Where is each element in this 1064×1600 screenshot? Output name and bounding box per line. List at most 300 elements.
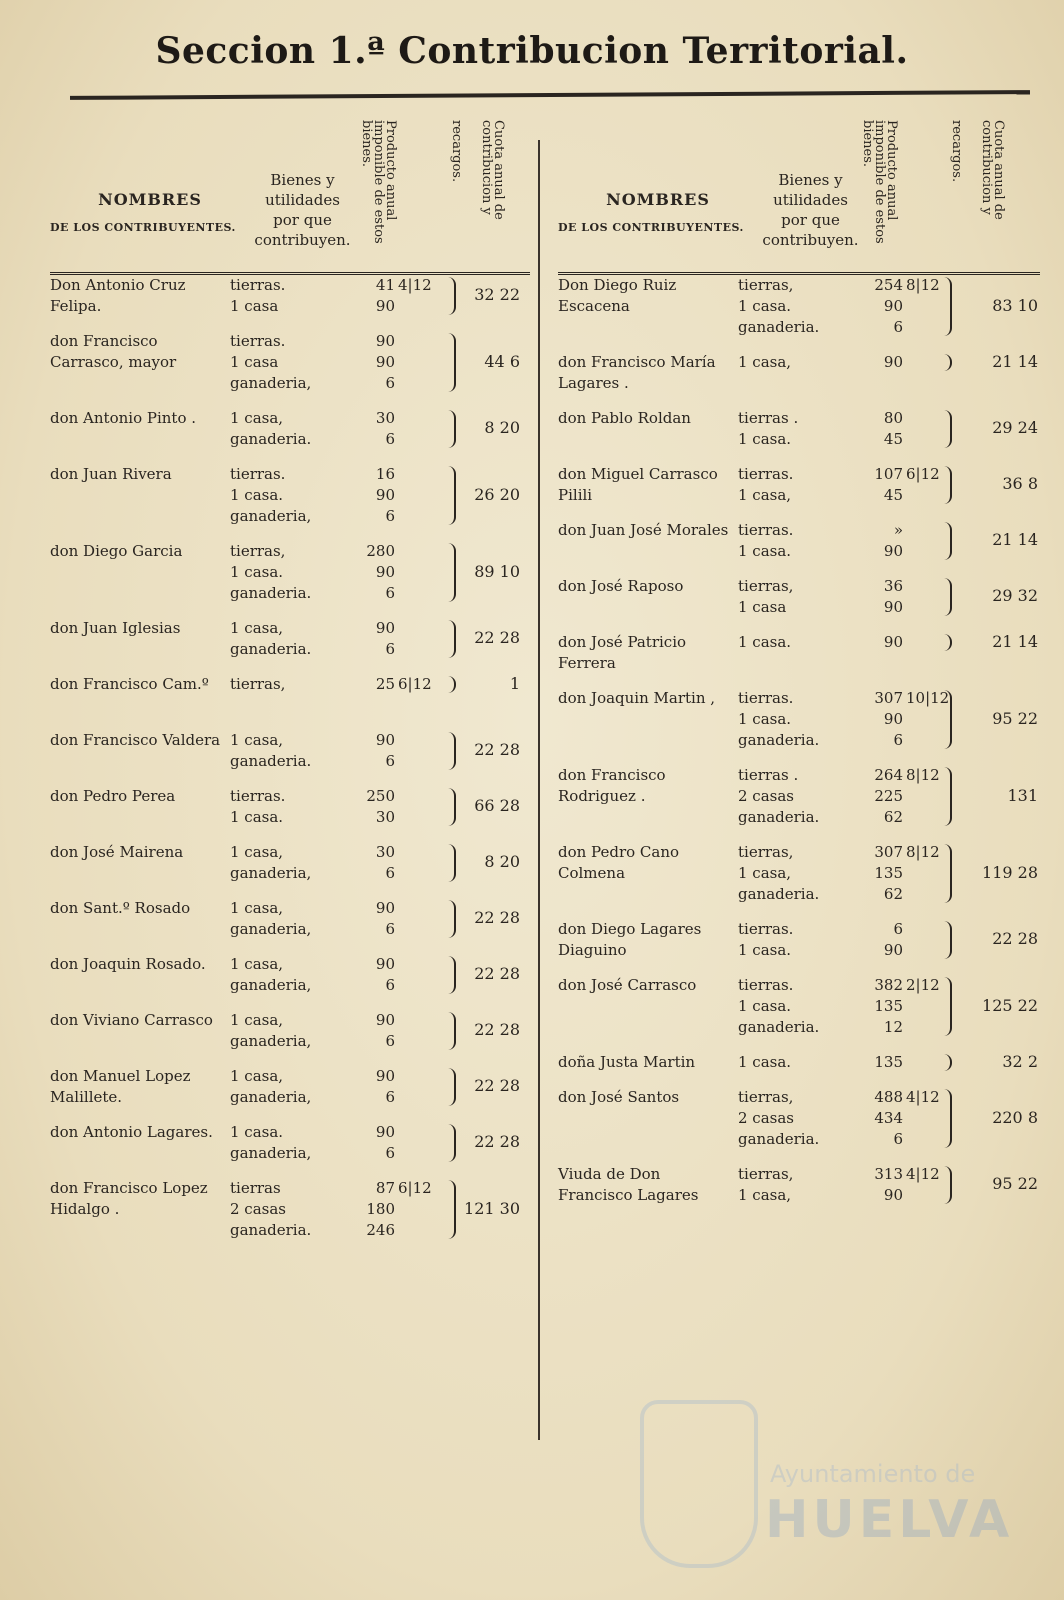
asset-type: ganaderia. [230, 584, 312, 602]
contributor-name: don Pedro Perea [50, 787, 176, 805]
table-row [558, 408, 1040, 450]
asset-product: 90 [883, 710, 903, 728]
contributor-name: don Pablo Roldan [558, 409, 691, 427]
header-names-subtitle: DE LOS CONTRIBUYENTES. [50, 221, 236, 234]
asset-product: 90 [883, 297, 903, 315]
asset-type: 1 casa, [230, 1067, 284, 1085]
asset-product: 434 [874, 1109, 903, 1127]
asset-type: ganaderia. [738, 1130, 820, 1148]
asset-surcharge: 6|12 [906, 465, 940, 483]
crest-icon [640, 1400, 758, 1568]
brace-icon [942, 410, 952, 448]
asset-product: 62 [883, 808, 903, 826]
asset-item [230, 1220, 530, 1241]
contributor-name: don José Raposo [558, 577, 684, 595]
table-row [50, 730, 530, 772]
annual-quota: 83 10 [992, 295, 1038, 315]
contributor-name: don José Mairena [50, 843, 184, 861]
table-row [50, 331, 530, 394]
asset-product: 488 [874, 1088, 903, 1106]
asset-item [738, 975, 1040, 996]
asset-type: ganaderia. [230, 640, 312, 658]
asset-type: ganaderia. [230, 1221, 312, 1239]
asset-product: 254 [874, 276, 903, 294]
brace-icon [446, 620, 456, 658]
header-producto: Producto anual imponible de estos bienes. [359, 120, 398, 244]
annual-quota: 131 [1007, 785, 1038, 805]
asset-type: 1 casa. [738, 997, 792, 1015]
contributor-name: Don Diego Ruiz Escacena [558, 276, 677, 315]
asset-product: 87 [375, 1179, 395, 1197]
asset-type: ganaderia, [230, 920, 312, 938]
asset-product: 90 [375, 297, 395, 315]
asset-item [738, 765, 1040, 786]
brace-icon [446, 956, 456, 994]
brace-icon [942, 977, 952, 1036]
contributor-name: don Antonio Lagares. [50, 1123, 213, 1141]
asset-item [230, 1178, 530, 1199]
watermark-line1: Ayuntamiento de [770, 1460, 976, 1488]
asset-product: 135 [874, 864, 903, 882]
asset-type: 1 casa. [738, 710, 792, 728]
asset-item [230, 464, 530, 485]
right-column [558, 110, 1040, 1220]
asset-product: 90 [375, 899, 395, 917]
asset-type: ganaderia, [230, 1144, 312, 1162]
table-row [50, 1122, 530, 1164]
brace-icon [942, 277, 952, 336]
asset-product: 90 [375, 1067, 395, 1085]
brace-icon [446, 1180, 456, 1239]
asset-type: 1 casa, [230, 843, 284, 861]
brace-icon [446, 1124, 456, 1162]
annual-quota: 95 22 [992, 708, 1038, 728]
contributor-name: don Juan Rivera [50, 465, 172, 483]
annual-quota: 44 6 [484, 351, 520, 371]
asset-product: 90 [883, 633, 903, 651]
header-rule [50, 272, 530, 273]
asset-product: 90 [375, 1123, 395, 1141]
asset-type: tierras. [738, 689, 794, 707]
table-row [558, 1052, 1040, 1073]
asset-product: 30 [375, 843, 395, 861]
asset-product: 6 [385, 976, 395, 994]
asset-surcharge: 8|12 [906, 843, 940, 861]
asset-product: 250 [366, 787, 395, 805]
asset-type: 1 casa [230, 353, 279, 371]
brace-icon [942, 844, 952, 903]
table-row [50, 408, 530, 450]
asset-type: ganaderia. [738, 1018, 820, 1036]
title-rule [70, 90, 1030, 100]
asset-product: 90 [375, 619, 395, 637]
annual-quota: 29 32 [992, 586, 1038, 605]
asset-type: tierras, [738, 577, 794, 595]
contributor-name: don Juan Iglesias [50, 619, 181, 637]
asset-item [230, 331, 530, 352]
asset-type: tierras, [738, 1088, 794, 1106]
page-title: Seccion 1.ª Contribucion Territorial. [155, 30, 909, 72]
table-row [558, 352, 1040, 394]
asset-item [738, 688, 1040, 709]
asset-product: 382 [874, 976, 903, 994]
asset-product: 6 [385, 864, 395, 882]
header-bienes: Bienes y utilidades por que contribuyen. [762, 171, 859, 249]
table-row [558, 576, 1040, 618]
contributor-name: don Francisco Carrasco, mayor [50, 332, 177, 371]
annual-quota: 22 28 [474, 1132, 520, 1151]
asset-product: 6 [385, 1144, 395, 1162]
brace-icon [446, 466, 456, 525]
header-names-title: NOMBRES [606, 190, 710, 209]
table-row [558, 919, 1040, 961]
asset-type: tierras. [230, 465, 286, 483]
contributor-name: Viuda de Don Francisco Lagares [558, 1165, 699, 1204]
asset-type: 1 casa. [230, 486, 284, 504]
asset-product: 6 [385, 1032, 395, 1050]
asset-type: ganaderia. [230, 752, 312, 770]
table-row [50, 674, 530, 716]
asset-product: 6 [385, 430, 395, 448]
asset-type: 1 casa [738, 598, 787, 616]
annual-quota: 21 14 [992, 351, 1038, 371]
left-table-header [50, 110, 530, 275]
asset-product: 90 [883, 598, 903, 616]
table-row [50, 464, 530, 527]
asset-product: 6 [893, 1130, 903, 1148]
asset-surcharge: 4|12 [398, 276, 432, 294]
annual-quota: 32 2 [1002, 1051, 1038, 1071]
asset-type: tierras, [738, 276, 794, 294]
table-row [558, 1164, 1040, 1206]
annual-quota: 95 22 [992, 1174, 1038, 1193]
contributor-name: don Francisco Valdera [50, 731, 221, 749]
table-row [50, 954, 530, 996]
contributor-name: don José Patricio Ferrera [558, 633, 687, 672]
asset-type: 1 casa, [230, 619, 284, 637]
asset-product: 90 [883, 353, 903, 371]
asset-type: ganaderia. [738, 808, 820, 826]
asset-type: tierras . [738, 766, 799, 784]
annual-quota: 220 8 [992, 1107, 1038, 1127]
asset-type: tierras. [738, 521, 794, 539]
asset-product: 90 [375, 486, 395, 504]
asset-type: 1 casa. [738, 1053, 792, 1071]
table-row [558, 520, 1040, 562]
annual-quota: 8 20 [484, 852, 520, 871]
asset-product: 264 [874, 766, 903, 784]
asset-product: 6 [893, 731, 903, 749]
brace-icon [446, 1068, 456, 1106]
asset-type: 1 casa. [738, 941, 792, 959]
asset-type: ganaderia. [738, 731, 820, 749]
asset-type: ganaderia, [230, 1032, 312, 1050]
asset-product: 45 [883, 486, 903, 504]
annual-quota: 121 30 [464, 1198, 520, 1218]
asset-type: 1 casa, [738, 353, 792, 371]
asset-product: 62 [883, 885, 903, 903]
annual-quota: 125 22 [982, 995, 1038, 1015]
brace-icon [446, 900, 456, 938]
asset-type: 1 casa. [738, 633, 792, 651]
watermark [640, 1400, 1020, 1580]
brace-icon [942, 466, 952, 504]
asset-item [738, 1017, 1040, 1038]
contributor-name: don José Carrasco [558, 976, 697, 994]
table-row [50, 541, 530, 604]
contributor-name: don Francisco Cam.º [50, 675, 209, 693]
brace-icon [446, 333, 456, 392]
brace-icon [446, 410, 456, 448]
right-rows [558, 275, 1040, 1206]
asset-item [738, 842, 1040, 863]
left-column [50, 110, 530, 1255]
asset-type: 2 casas [738, 1109, 794, 1127]
asset-item [738, 1087, 1040, 1108]
annual-quota: 22 28 [474, 964, 520, 983]
contributor-name: don Joaquin Martin , [558, 689, 716, 707]
asset-type: ganaderia, [230, 1088, 312, 1106]
asset-type: tierras [230, 1179, 281, 1197]
brace-icon [446, 788, 456, 826]
watermark-line2: HUELVA [765, 1490, 1014, 1550]
asset-type: 2 casas [738, 787, 794, 805]
asset-surcharge: 6|12 [398, 675, 432, 693]
asset-type: 1 casa. [230, 1123, 284, 1141]
contributor-name: don Manuel Lopez Malillete. [50, 1067, 191, 1106]
table-row [558, 765, 1040, 828]
annual-quota: 29 24 [992, 418, 1038, 437]
asset-product: 30 [375, 808, 395, 826]
asset-item [230, 583, 530, 604]
asset-product: 6 [893, 920, 903, 938]
table-row [50, 1066, 530, 1108]
asset-item [230, 373, 530, 394]
header-names-title: NOMBRES [98, 190, 202, 209]
annual-quota: 22 28 [474, 1076, 520, 1095]
asset-product: 6 [385, 374, 395, 392]
asset-product: 6 [385, 640, 395, 658]
table-row [50, 898, 530, 940]
asset-type: tierras. [230, 276, 286, 294]
asset-product: 90 [883, 542, 903, 560]
header-cuota: Cuota anual de contribucion y [979, 120, 1006, 220]
table-row [558, 464, 1040, 506]
annual-quota: 89 10 [474, 561, 520, 581]
brace-icon [942, 522, 952, 560]
asset-item [738, 275, 1040, 296]
asset-type: tierras, [230, 542, 286, 560]
asset-type: 1 casa, [230, 409, 284, 427]
asset-surcharge: 8|12 [906, 276, 940, 294]
brace-icon [446, 543, 456, 602]
asset-product: 12 [883, 1018, 903, 1036]
asset-item [738, 317, 1040, 338]
asset-type: ganaderia, [230, 976, 312, 994]
asset-item [738, 884, 1040, 905]
table-row [50, 786, 530, 828]
asset-product: 36 [883, 577, 903, 595]
contributor-name: don Diego Garcia [50, 542, 183, 560]
brace-icon [942, 767, 952, 826]
contributor-name: don Francisco Rodriguez . [558, 766, 666, 805]
right-table-header [558, 110, 1040, 275]
annual-quota: 21 14 [992, 530, 1038, 549]
asset-product: 307 [874, 843, 903, 861]
asset-surcharge: 10|12 [906, 689, 950, 707]
brace-icon [942, 690, 952, 749]
annual-quota: 8 20 [484, 418, 520, 437]
asset-product: 6 [385, 920, 395, 938]
asset-product: 6 [385, 507, 395, 525]
header-cuota: Cuota anual de contribucion y [479, 120, 506, 220]
asset-surcharge: 2|12 [906, 976, 940, 994]
asset-type: 1 casa, [738, 486, 792, 504]
asset-type: ganaderia, [230, 374, 312, 392]
contributor-name: don Miguel Carrasco Pilili [558, 465, 718, 504]
asset-type: tierras, [738, 843, 794, 861]
asset-product: 90 [375, 563, 395, 581]
table-row [558, 632, 1040, 674]
header-recargos: recargos. [449, 120, 464, 183]
asset-item [230, 541, 530, 562]
annual-quota: 119 28 [982, 862, 1038, 882]
asset-type: 1 casa, [230, 1011, 284, 1029]
asset-surcharge: 6|12 [398, 1179, 432, 1197]
contributor-name: don Sant.º Rosado [50, 899, 191, 917]
asset-surcharge: 4|12 [906, 1088, 940, 1106]
asset-product: 90 [883, 1186, 903, 1204]
contributor-name: don Antonio Pinto . [50, 409, 197, 427]
asset-type: 1 casa. [230, 808, 284, 826]
asset-type: 1 casa. [738, 542, 792, 560]
asset-product: 45 [883, 430, 903, 448]
contributor-name: don Viviano Carrasco [50, 1011, 213, 1029]
contributor-name: don Juan José Morales [558, 521, 729, 539]
asset-surcharge: 8|12 [906, 766, 940, 784]
asset-product: 107 [874, 465, 903, 483]
asset-type: ganaderia. [738, 885, 820, 903]
asset-type: tierras, [230, 675, 286, 693]
annual-quota: 22 28 [474, 1020, 520, 1039]
asset-item [230, 506, 530, 527]
asset-product: » [893, 521, 903, 539]
annual-quota: 26 20 [474, 484, 520, 504]
asset-item [738, 807, 1040, 828]
annual-quota: 21 14 [992, 631, 1038, 651]
asset-item [738, 730, 1040, 751]
annual-quota: 36 8 [1002, 474, 1038, 493]
asset-type: tierras. [230, 332, 286, 350]
header-rule [558, 272, 1040, 273]
asset-surcharge: 4|12 [906, 1165, 940, 1183]
asset-product: 246 [366, 1221, 395, 1239]
left-rows [50, 275, 530, 1241]
asset-product: 135 [874, 1053, 903, 1071]
asset-product: 90 [375, 731, 395, 749]
asset-type: ganaderia. [738, 318, 820, 336]
contributor-name: doña Justa Martin [558, 1053, 696, 1071]
asset-type: 1 casa, [230, 899, 284, 917]
asset-product: 80 [883, 409, 903, 427]
brace-icon [446, 1012, 456, 1050]
asset-type: tierras . [738, 409, 799, 427]
asset-type: tierras. [230, 787, 286, 805]
asset-product: 90 [375, 332, 395, 350]
contributor-name: Don Antonio Cruz Felipa. [50, 276, 186, 315]
contributor-name: don Francisco Lopez Hidalgo . [50, 1179, 208, 1218]
brace-icon [446, 277, 456, 315]
table-row [50, 842, 530, 884]
annual-quota: 22 28 [474, 908, 520, 927]
table-row [558, 975, 1040, 1038]
contributor-name: don José Santos [558, 1088, 680, 1106]
asset-product: 90 [375, 1011, 395, 1029]
asset-type: 1 casa. [230, 563, 284, 581]
asset-type: 1 casa, [738, 1186, 792, 1204]
asset-product: 30 [375, 409, 395, 427]
asset-product: 180 [366, 1200, 395, 1218]
asset-product: 41 [375, 276, 395, 294]
asset-product: 6 [385, 752, 395, 770]
header-names [558, 190, 758, 234]
asset-type: tierras. [738, 465, 794, 483]
annual-quota: 66 28 [474, 796, 520, 815]
header-names-subtitle: DE LOS CONTRIBUYENTES. [558, 221, 744, 234]
asset-type: 1 casa. [738, 430, 792, 448]
asset-product: 6 [385, 584, 395, 602]
brace-icon [446, 732, 456, 770]
asset-type: tierras. [738, 920, 794, 938]
contributor-name: don Pedro Cano Colmena [558, 843, 680, 882]
asset-product: 280 [366, 542, 395, 560]
asset-type: tierras, [738, 1165, 794, 1183]
brace-icon [942, 1166, 952, 1204]
brace-icon [942, 921, 952, 959]
asset-item [738, 1129, 1040, 1150]
asset-type: ganaderia. [230, 430, 312, 448]
asset-product: 90 [375, 353, 395, 371]
asset-type: 1 casa, [230, 955, 284, 973]
header-names [50, 190, 250, 234]
asset-product: 25 [375, 675, 395, 693]
asset-product: 225 [874, 787, 903, 805]
asset-product: 6 [385, 1088, 395, 1106]
asset-product: 90 [375, 955, 395, 973]
asset-type: 1 casa [230, 297, 279, 315]
asset-product: 90 [883, 941, 903, 959]
column-separator [538, 140, 540, 1440]
annual-quota: 22 28 [474, 628, 520, 647]
asset-type: 2 casas [230, 1200, 286, 1218]
contributor-name: don Diego Lagares Diaguino [558, 920, 702, 959]
table-row [558, 688, 1040, 751]
contributor-name: don Joaquin Rosado. [50, 955, 206, 973]
table-row [50, 618, 530, 660]
header-producto: Producto anual imponible de estos bienes. [860, 120, 899, 244]
table-row [558, 842, 1040, 905]
asset-type: 1 casa, [738, 864, 792, 882]
table-row [50, 1010, 530, 1052]
asset-product: 6 [893, 318, 903, 336]
brace-icon [942, 1089, 952, 1148]
annual-quota: 22 28 [474, 740, 520, 759]
annual-quota: 22 28 [992, 929, 1038, 948]
table-row [558, 275, 1040, 338]
brace-icon [446, 844, 456, 882]
asset-type: ganaderia, [230, 864, 312, 882]
header-bienes: Bienes y utilidades por que contribuyen. [254, 171, 351, 249]
